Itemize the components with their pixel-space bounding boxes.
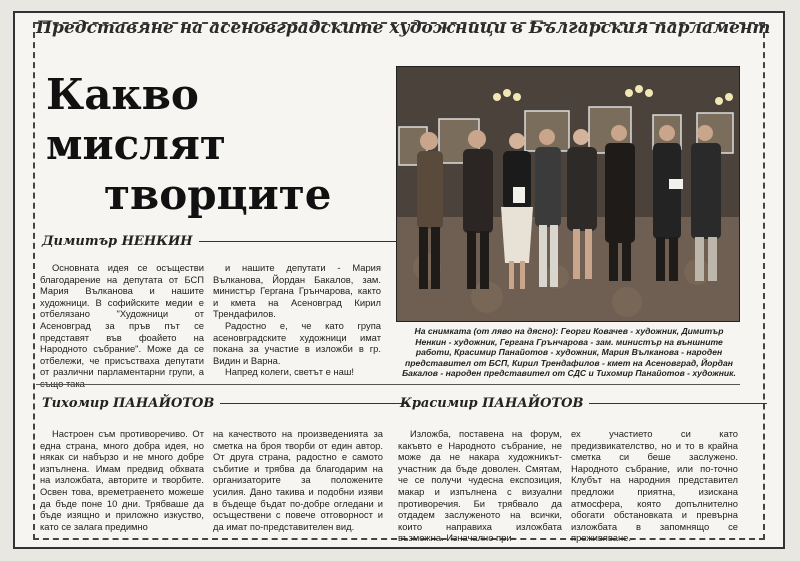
paragraph: на качеството на произведенията за сметка на броя творби от един автор. От друга страна, радостно е самото събитие и трябва да благодарим на организаторите за положените усилия. Дано такива и подобни изяви в бъдеще бъдат по-добре огледани и осъществени с повече отговорност и да имат по-представителен вид. xyxy=(213,428,383,532)
photo-illustration xyxy=(397,67,739,321)
byline-author-2 xyxy=(42,396,406,411)
paragraph: ех участието си като предизвикателство, но и то в крайна сметка си беше заслужено. Народното събрание, или по-точно Клубът на народния представител предложи приятна, изискана атмосфера, която допълнително обогати обстановката и превърна изложбата в запомнящо се преживяване. xyxy=(571,428,738,544)
paragraph: Настроен съм противоречиво. От една страна, много добра идея, но някак си набързо и не много добре изпълнена. Имам предвид обхвата на изложбата, авторите и творбите. Освен това, времетраенето можеше да бъде поне 10 дни. Трябваше да бъде изящно и приложно изкуство, като се залага предимно xyxy=(40,428,204,532)
article3-col1 xyxy=(398,428,562,544)
byline-name: Красимир ПАНАЙОТОВ xyxy=(400,396,584,411)
byline-rule xyxy=(199,241,399,242)
article2-col2 xyxy=(213,428,383,532)
byline-author-1 xyxy=(42,234,399,249)
paragraph: Радостно е, че като група асеновградските художници имат покана за участие в изложби в гр. Видин и Варна. xyxy=(213,319,381,366)
paragraph: Изложба, поставена на форум, какъвто е Народното събрание, не може да не накара художникът-участник да бъде доволен. Смятам, че се получи чудесна експозиция, макар и изпълнена с визуални противоречия. Би трябвало да отдадем заслуженото на всички, които направиха изложбата възможна. Изначално при- xyxy=(398,428,562,544)
byline-rule xyxy=(589,403,767,404)
article1-col2 xyxy=(213,262,381,378)
group-photo xyxy=(396,66,740,322)
byline-name: Тихомир ПАНАЙОТОВ xyxy=(42,396,215,411)
headline-line-1: Какво мислят xyxy=(46,70,226,169)
byline-author-3 xyxy=(400,396,767,411)
byline-name: Димитър НЕНКИН xyxy=(42,234,193,249)
article2-col1 xyxy=(40,428,204,532)
headline-line-2: творците xyxy=(104,170,332,219)
section-divider xyxy=(36,384,740,385)
paragraph: Основната идея се осъществи благодарение на депутата от БСП Мария Вълканова и нашите художници. В софийските медии е отбелязано "Художници от Асеновград за пръв път се представят във фоайето на Народното събрание". Може да се отбележи, че присъстваха депутати от различни парламентарни групи, а xyxy=(40,262,204,378)
article1-col1 xyxy=(40,262,204,390)
paragraph: и нашите депутати - Мария Вълканова, Йордан Бакалов, зам. министър Гергана Грънчарова, както и кмета на Асеновград Кирил Трендафилов. xyxy=(213,262,381,320)
headline xyxy=(40,70,380,220)
article3-col2 xyxy=(571,428,738,544)
photo-caption: На снимката (от ляво на дясно): Георги Ковачев - художник, Димитър Ненкин - художник, Гергана Грънчарова - зам. министър на външните работи, Красимир Панайотов - художник, Мария Вълканова - народен представител от БСП, Кирил Трендафилов - кмет на Асеновград, Йордан Бакалов - народен представител от СДС и Тихомир Панайотов - художник. xyxy=(402,326,736,379)
byline-rule xyxy=(220,403,406,404)
kicker-title: Представяне на асеновградските художници в Българския парламент xyxy=(36,18,771,38)
paragraph: Напред колеги, светът е наш! xyxy=(225,366,354,378)
